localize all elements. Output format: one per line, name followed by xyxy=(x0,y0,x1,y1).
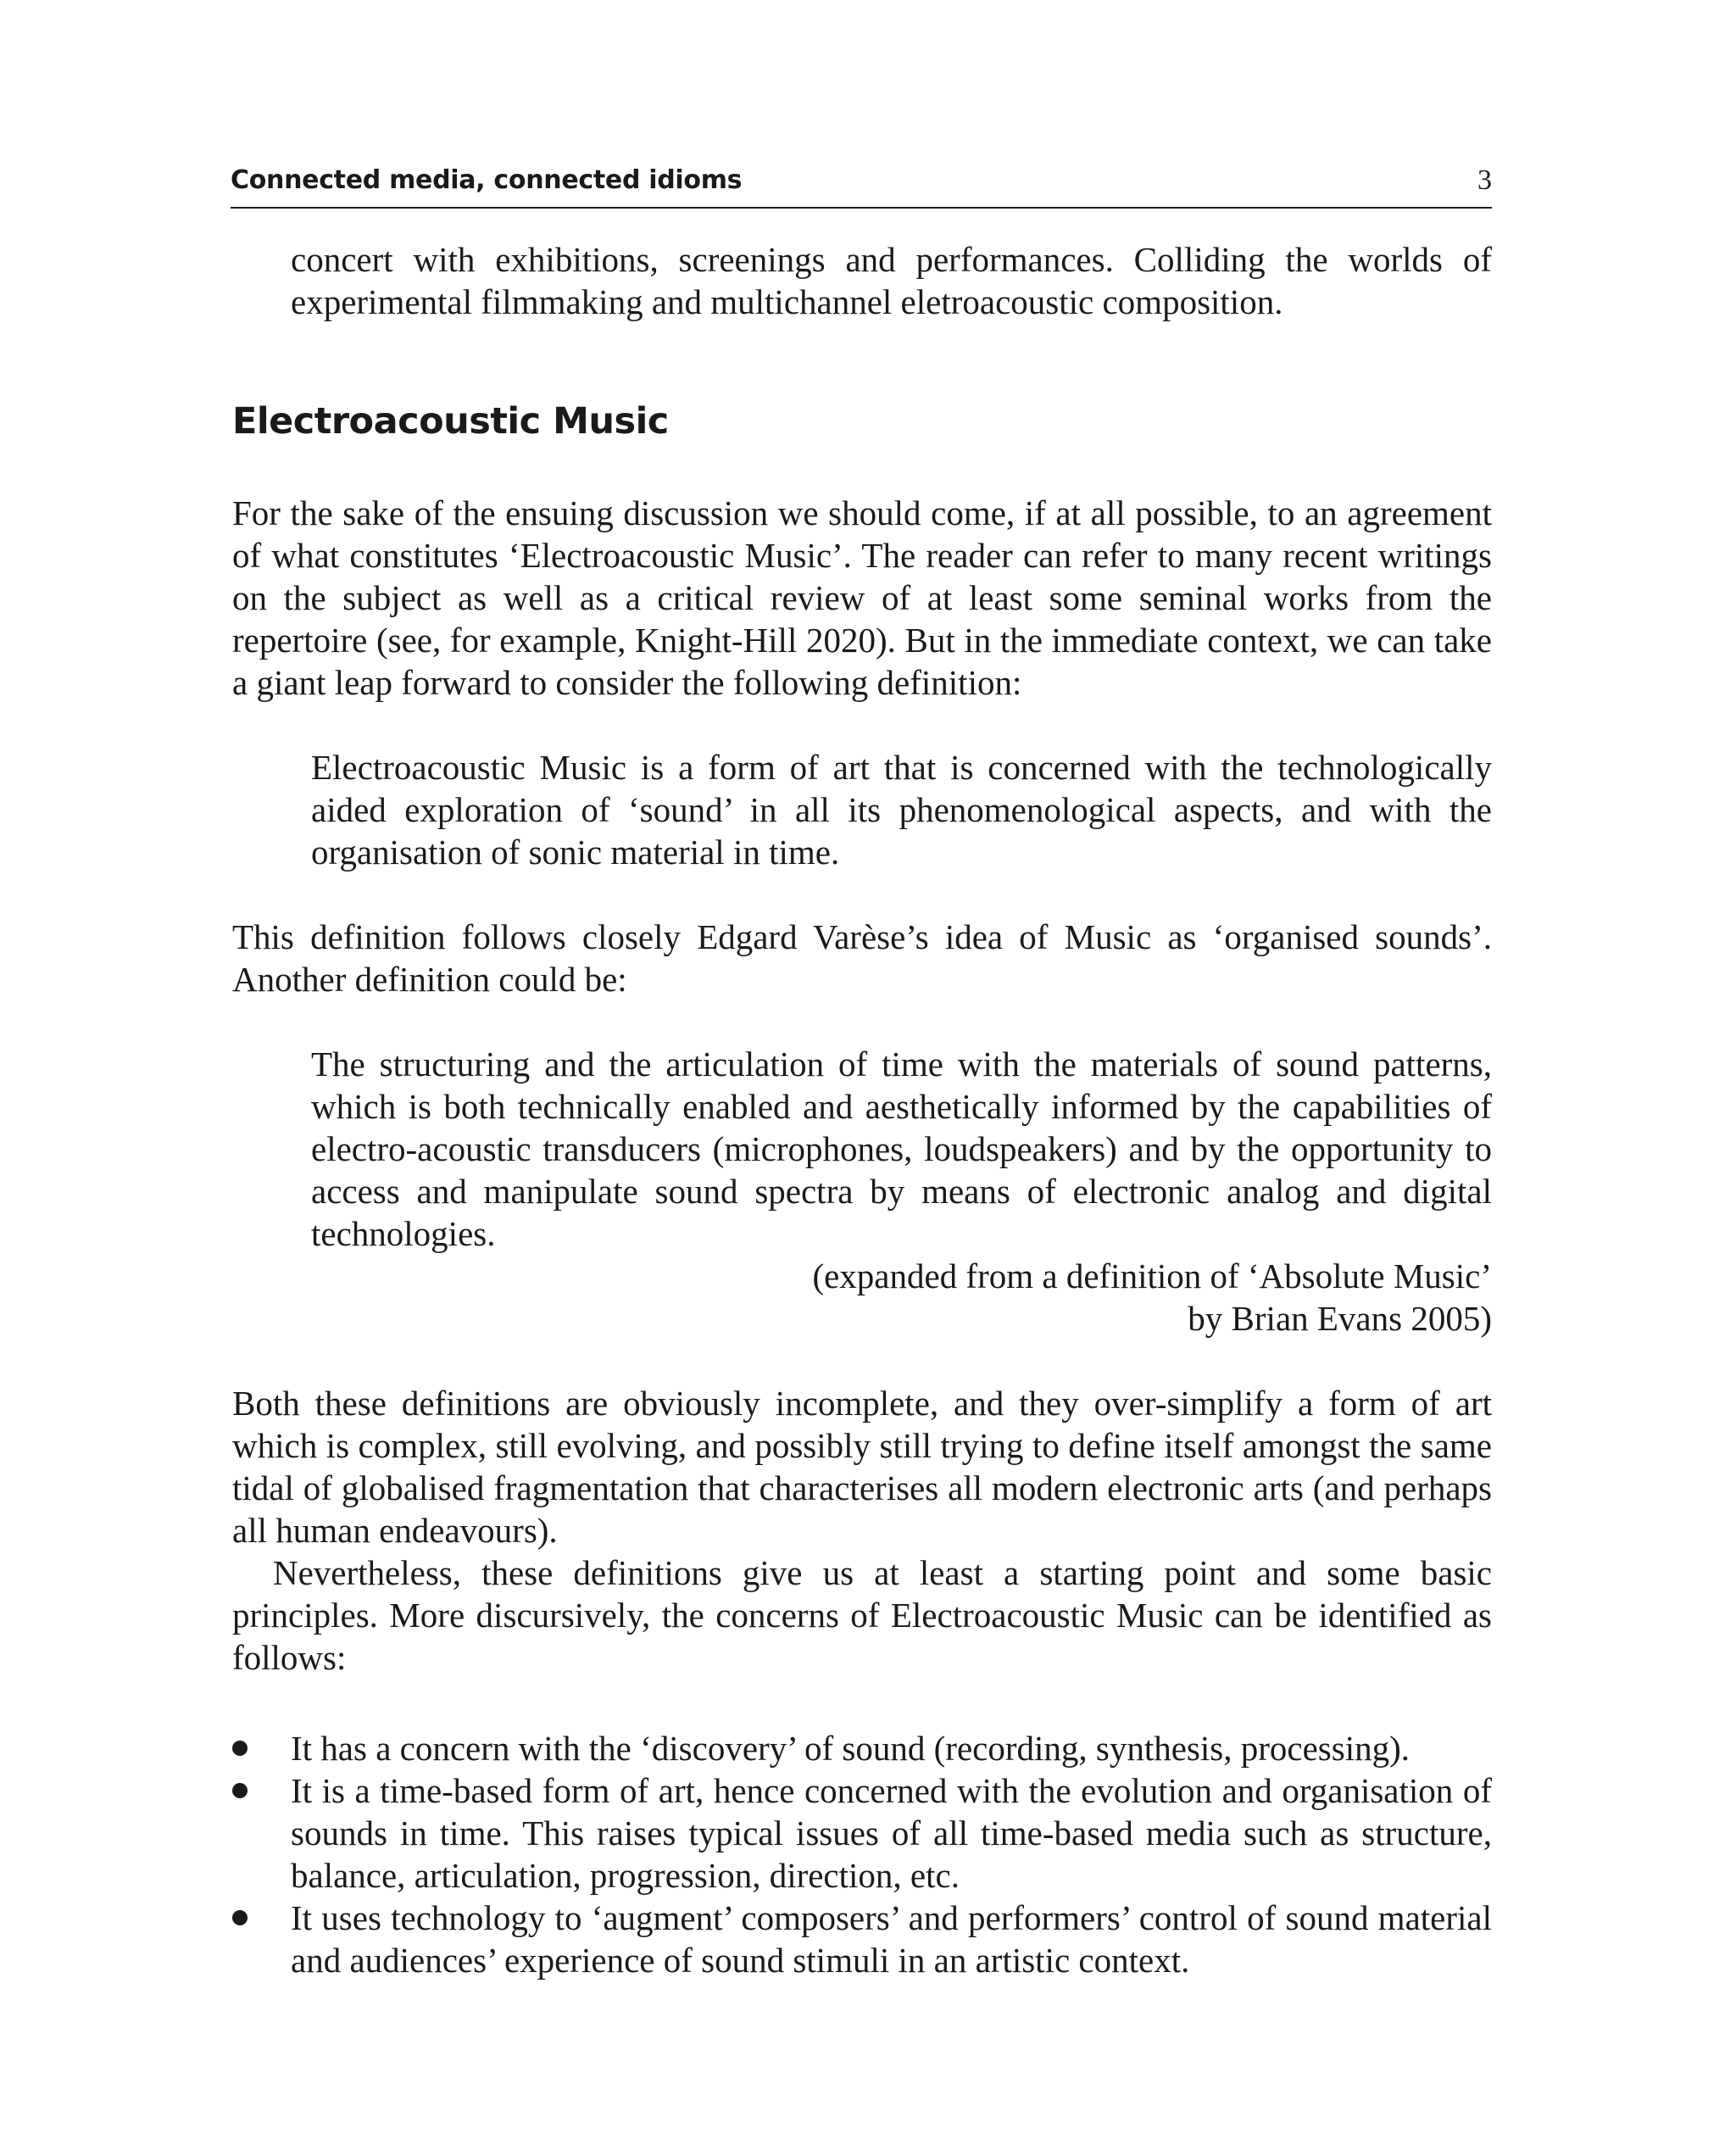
list-item-text: It uses technology to ‘augment’ composers’ and performers’ control of sound material and audiences’ experience of sound stimuli in an artistic context. xyxy=(291,1898,1492,1980)
bullet-icon xyxy=(232,1910,248,1925)
running-header xyxy=(231,159,1492,209)
list-item xyxy=(232,1727,1492,1769)
concerns-list xyxy=(232,1727,1492,1981)
bullet-icon xyxy=(232,1741,248,1756)
paragraph-definitions-incomplete: Both these definitions are obviously incomplete, and they over-simplify a form of art which is complex, still evolving, and possibly still trying to define itself amongst the same tidal of globalised fragmentation that characterises all modern electronic arts (and perhaps all human endeavours). xyxy=(232,1384,1492,1550)
list-item-text: It has a concern with the ‘discovery’ of sound (recording, synthesis, processing). xyxy=(291,1729,1410,1768)
page-number: 3 xyxy=(1477,164,1492,196)
list-item-text: It is a time-based form of art, hence concerned with the evolution and organisation of sounds in time. This raises typical issues of all time-based media such as structure, balance, articulation, progression, direction, etc. xyxy=(291,1771,1492,1895)
list-item xyxy=(232,1769,1492,1897)
quote-attribution-line-2: by Brian Evans 2005) xyxy=(1188,1299,1492,1338)
paragraph-intro: For the sake of the ensuing discussion we should come, if at all possible, to an agreement of what constitutes ‘Electroacoustic Music’. The reader can refer to many recent writings on the subject as well as a critical review of at least some seminal works from the repertoire (see, for example, Knight-Hill 2020). But in the immediate context, we can take a giant leap forward to consider the following definition: xyxy=(232,493,1492,702)
paragraph-varese: This definition follows closely Edgard Varèse’s idea of Music as ‘organised sounds’. Another definition could be: xyxy=(232,917,1492,999)
continuation-paragraph: concert with exhibitions, screenings and performances. Colliding the worlds of experimental filmmaking and multichannel eletroacoustic composition. xyxy=(291,240,1492,321)
section-heading: Electroacoustic Music xyxy=(232,400,669,443)
list-item xyxy=(232,1897,1492,1981)
bullet-icon xyxy=(232,1783,248,1798)
quote-attribution-line-1: (expanded from a definition of ‘Absolute Music’ xyxy=(812,1256,1492,1295)
block-quote-definition-1: Electroacoustic Music is a form of art that is concerned with the technologically aided exploration of ‘sound’ in all its phenomenological aspects, and with the organisation of sonic material in time. xyxy=(311,748,1492,872)
block-quote-definition-2: The structuring and the articulation of time with the materials of sound patterns, which is both technically enabled and aesthetically informed by the capabilities of electro-acoustic transducers (microphones, loudspeakers) and by the opportunity to access and manipulate sound spectra by means of electronic analog and digital technologies. xyxy=(311,1045,1492,1253)
running-title: Connected media, connected idioms xyxy=(231,165,743,195)
paragraph-nevertheless: Nevertheless, these definitions give us at least a starting point and some basic principles. More discursively, the concerns of Electroacoustic Music can be identified as follows: xyxy=(232,1553,1492,1677)
